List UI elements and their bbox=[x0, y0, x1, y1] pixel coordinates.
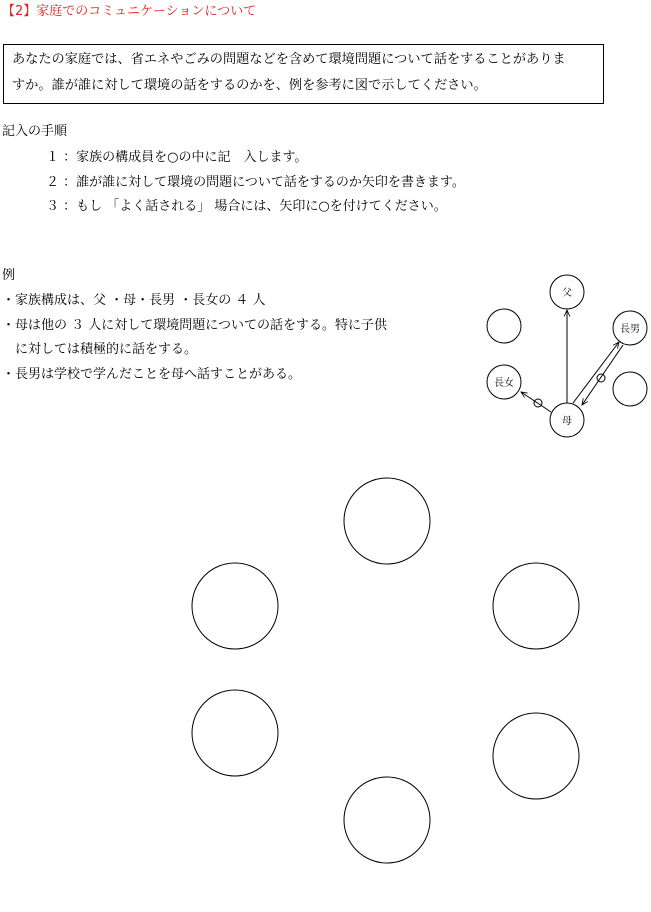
answer-circle-lower-right bbox=[493, 713, 579, 799]
answer-circle-bottom bbox=[344, 777, 430, 863]
eldest-daughter-label: 長女 bbox=[494, 378, 514, 389]
arrow-mother-to-daughter bbox=[521, 392, 551, 412]
example-line-1: ・家族構成は、父 ・母・長男 ・長女の ４ 人 bbox=[2, 293, 266, 308]
answer-circle-lower-left bbox=[192, 690, 278, 776]
page-title: 【2】家庭でのコミュニケーションについて bbox=[2, 4, 257, 19]
eldest-son-label: 長男 bbox=[620, 324, 640, 335]
procedure-heading: 記入の手順 bbox=[2, 124, 68, 139]
example-line-4: ・長男は学校で学んだことを母へ話すことがある。 bbox=[2, 367, 302, 382]
procedure-step-2: ２ ：誰が誰に対して環境の問題について話をするのか矢印を書きます。 bbox=[46, 175, 465, 190]
answer-circle-top bbox=[344, 478, 430, 564]
answer-circle-upper-left bbox=[192, 563, 278, 649]
arrow-mother-to-son bbox=[573, 342, 619, 403]
mother-label: 母 bbox=[562, 416, 572, 427]
empty-node-right bbox=[613, 372, 647, 406]
procedure-step-1: １ ：家族の構成員を○の中に記 入します。 bbox=[46, 150, 308, 165]
procedure-step-3: ３ ：もし 「よく話される」 場合には、矢印に○を付けてください。 bbox=[46, 199, 447, 214]
example-line-2: ・母は他の ３ 人に対して環境問題についての話をする。特に子供 bbox=[2, 318, 388, 333]
instruction-line-2: すか。誰が誰に対して環境の話をするのかを、例を参考に図で示してください。 bbox=[12, 78, 487, 93]
empty-node-left bbox=[487, 309, 521, 343]
example-heading: 例 bbox=[2, 268, 16, 283]
father-label: 父 bbox=[562, 288, 572, 299]
instruction-line-1: あなたの家庭では、省エネやごみの問題などを含めて環境問題について話をすることがありま bbox=[12, 52, 566, 67]
example-line-3: に対しては積極的に話をする。 bbox=[2, 342, 198, 357]
answer-circle-upper-right bbox=[493, 563, 579, 649]
